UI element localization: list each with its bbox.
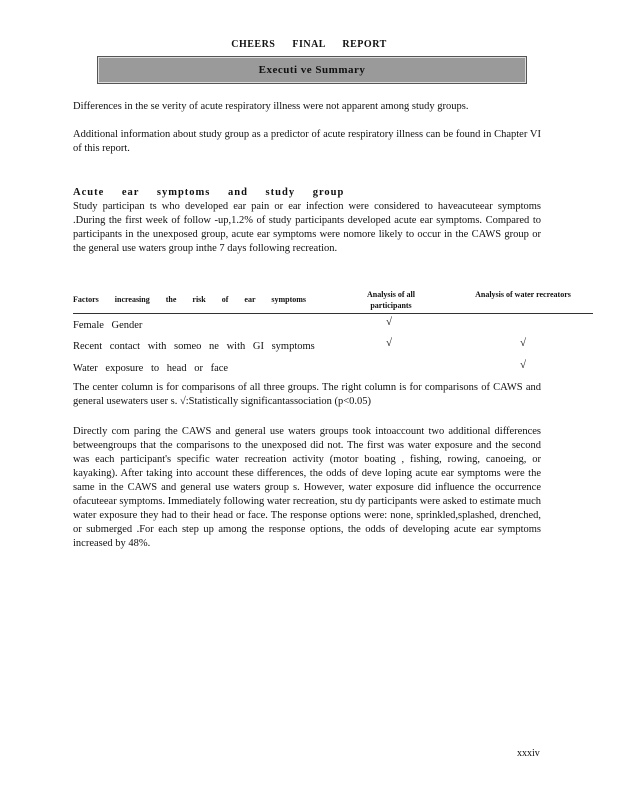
paragraph-severity: Differences in the se verity of acute respiratory illness were not apparent among study groups.: [73, 101, 469, 112]
section-ear-symptoms: [73, 186, 541, 256]
check-icon: √: [386, 337, 393, 349]
paragraph-additional-info: Additional information about study group as a predictor of acute respiratory illness can be found in Chapter VI of this report.: [73, 129, 541, 154]
table-row: [73, 337, 553, 357]
check-icon: √: [386, 316, 393, 328]
report-header: CHEERS FINAL REPORT: [231, 39, 387, 50]
section-banner: [97, 56, 527, 84]
banner-title: Executi ve Summary: [258, 64, 366, 76]
table-col-factors: Factors increasing the risk of ear symptoms: [73, 295, 307, 304]
row-label: Recent contact with someo ne with GI symptoms: [73, 341, 315, 352]
table-header: [73, 289, 593, 313]
check-icon: √: [520, 337, 527, 349]
paragraph-comparison: Directly com paring the CAWS and general use waters groups took intoaccount two additional differences betweengroups that the comparisons to the unexposed did not. The first was water exposure and the second was each participant's specific water recreation activity (motor boating , fishing, rowing, canoeing, or kayaking). After taking into account these differences, the odds of deve loping acute ear symptoms were the same in the CAWS and general use waters group s. However, water exposure did influence the occurrence ofacuteear symptoms. Immediately following water recreation, stu dy participants were asked to estimate much water exposure they had to their head or face. The response options were: none, sprinkled,splashed, drenched, or submerged .For each step up among the response options, the odds of developing acute ear symptoms increased by 48%.: [73, 426, 541, 549]
check-icon: √: [520, 359, 527, 371]
table-col-water: Analysis of water recreators: [475, 290, 571, 299]
row-label: Female Gender: [73, 320, 143, 331]
section-body: Study participan ts who developed ear pain or ear infection were considered to haveacuteear symptoms .During the first week of follow -up,1.2% of study participants developed acute ear symptoms. Compared to participants in the unexposed group, acute ear symptoms were nomore likely to occur in the CAWS group or the general use waters group inthe 7 days following recreation.: [73, 201, 541, 254]
table-col-all: Analysis of all participants: [366, 290, 415, 310]
table-rule: [73, 313, 593, 314]
row-label: Water exposure to head or face: [73, 363, 229, 374]
section-heading: Acute ear symptoms and study group: [73, 187, 345, 198]
table-row: [73, 359, 553, 379]
table-row: [73, 316, 553, 336]
page-number: xxxiv: [517, 748, 540, 759]
table-note: The center column is for comparisons of all three groups. The right column is for comparisons of CAWS and general usewaters user s. √:Statistically significantassociation (p<0.05): [73, 382, 541, 407]
